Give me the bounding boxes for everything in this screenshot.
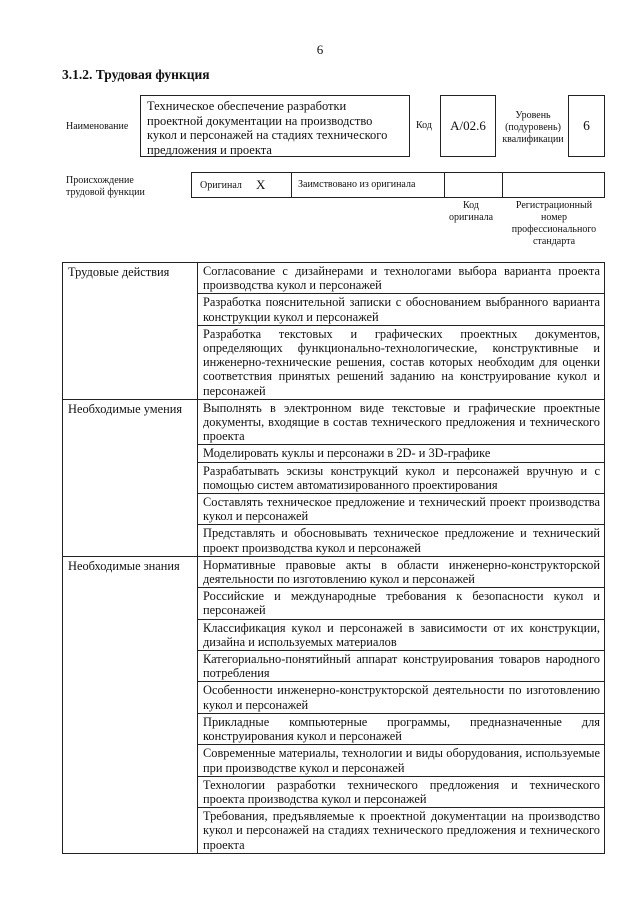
requirement-item: Моделировать куклы и персонажи в 2D- и 3D-графике: [198, 445, 605, 462]
table-row: [63, 263, 605, 294]
requirement-item: Современные материалы, технологии и виды оборудования, используемые при производстве кукол и персонажей: [198, 745, 605, 776]
requirement-item: Разработка текстовых и графических проектных документов, определяющих функционально-технологические, конструктивные и инженерно-технические решения, состав которых необходим для оценки соответствия принятых решений заданию на конструирование кукол и персонажей: [198, 325, 605, 399]
requirement-item: Согласование с дизайнерами и технологами выбора варианта проекта производства кукол и персонажей: [198, 263, 605, 294]
code-label: Код: [416, 120, 432, 131]
requirements-table: [62, 262, 605, 854]
table-row: [63, 399, 605, 445]
section-title-cell: Необходимые умения: [63, 399, 198, 556]
requirement-item: Требования, предъявляемые к проектной документации на производство кукол и персонажей на стадиях технического предложения и технического проекта: [198, 808, 605, 854]
function-name: Техническое обеспечение разработки проектной документации на производство кукол и персонажей на стадиях технического предложения и проекта: [140, 95, 410, 157]
requirement-item: Нормативные правовые акты в области инженерно-конструкторской деятельности по изготовлению кукол и персонажей: [198, 556, 605, 587]
requirement-item: Выполнять в электронном виде текстовые и графические проектные документы, входящие в состав технического предложения и технического проекта: [198, 399, 605, 445]
origin-label: Происхождение трудовой функции: [66, 175, 145, 198]
requirement-item: Представлять и обосновывать техническое предложение и технический проект производства кукол и персонажей: [198, 525, 605, 556]
code-value: А/02.6: [440, 95, 496, 157]
divider: [502, 173, 503, 197]
level-label: Уровень (подуровень) квалификации: [502, 110, 564, 145]
reg-number-caption: Регистрационный номер профессионального стандарта: [511, 200, 597, 247]
section-title-cell: Необходимые знания: [63, 556, 198, 853]
section-title: 3.1.2. Трудовая функция: [62, 67, 210, 82]
page-number: 6: [316, 42, 324, 57]
original-label: Оригинал: [200, 180, 242, 191]
divider: [444, 173, 445, 197]
level-value: 6: [568, 95, 605, 157]
borrowed-label: Заимствовано из оригинала: [298, 179, 416, 190]
requirement-item: Особенности инженерно-конструкторской деятельности по изготовлению кукол и персонажей: [198, 682, 605, 713]
divider: [291, 173, 292, 197]
section-title-cell: Трудовые действия: [63, 263, 198, 400]
name-label: Наименование: [66, 121, 129, 132]
requirement-item: Российские и международные требования к безопасности кукол и персонажей: [198, 588, 605, 619]
requirement-item: Разработка пояснительной записки с обоснованием выбранного варианта конструкции кукол и персонажей: [198, 294, 605, 325]
origin-row: [191, 172, 605, 198]
code-caption: Код оригинала: [448, 200, 494, 223]
table-row: [63, 556, 605, 587]
requirement-item: Классификация кукол и персонажей в зависимости от их конструкции, дизайна и используемых материалов: [198, 619, 605, 650]
requirement-item: Категориально-понятийный аппарат конструирования товаров народного потребления: [198, 651, 605, 682]
original-mark: X: [256, 177, 266, 192]
requirement-item: Разрабатывать эскизы конструкций кукол и персонажей вручную и с помощью систем автоматизированного проектирования: [198, 462, 605, 493]
requirement-item: Прикладные компьютерные программы, предназначенные для конструирования кукол и персонажей: [198, 713, 605, 744]
requirement-item: Технологии разработки технического предложения и технического проекта производства кукол и персонажей: [198, 776, 605, 807]
requirement-item: Составлять техническое предложение и технический проект производства кукол и персонажей: [198, 494, 605, 525]
